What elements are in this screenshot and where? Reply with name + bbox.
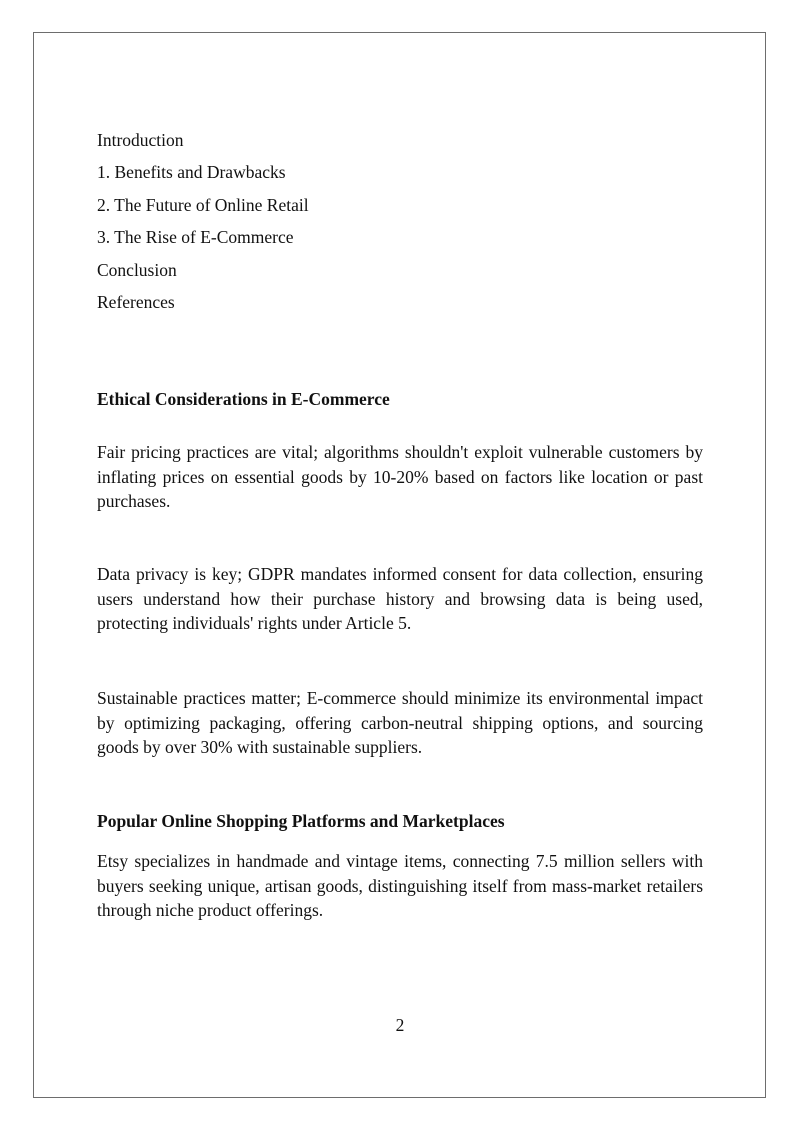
paragraph-fair-pricing: Fair pricing practices are vital; algorithms shouldn't exploit vulnerable customers by inflating prices on essential goods by 10-20% based on factors like location or past purchases. <box>97 442 703 511</box>
toc-item-rise-of-e-commerce[interactable]: 3. The Rise of E-Commerce <box>97 227 294 248</box>
paragraph-sustainable-practices: Sustainable practices matter; E-commerce should minimize its environmental impact by optimizing packaging, offering carbon-neutral shipping options, and sourcing goods by over 30% with sustainable suppliers. <box>97 688 703 757</box>
paragraph-data-privacy: Data privacy is key; GDPR mandates informed consent for data collection, ensuring users understand how their purchase history and browsing data is being used, protecting individuals' rights under Article 5. <box>97 564 703 633</box>
section-heading-online-shopping-platforms: Popular Online Shopping Platforms and Marketplaces <box>97 811 505 831</box>
toc-item-future-of-online-retail[interactable]: 2. The Future of Online Retail <box>97 194 309 215</box>
toc-item-references[interactable]: References <box>97 291 175 312</box>
toc-item-introduction[interactable]: Introduction <box>97 130 184 150</box>
toc-item-benefits-and-drawbacks[interactable]: 1. Benefits and Drawbacks <box>97 162 286 183</box>
toc-item-conclusion[interactable]: Conclusion <box>97 259 177 280</box>
page-number: 2 <box>395 1015 405 1035</box>
paragraph-etsy: Etsy specializes in handmade and vintage items, connecting 7.5 million sellers with buyers seeking unique, artisan goods, distinguishing itself from mass-market retailers through niche product offerings. <box>97 851 703 920</box>
table-of-contents <box>97 130 597 324</box>
section-heading-ethical-considerations: Ethical Considerations in E-Commerce <box>97 389 390 409</box>
